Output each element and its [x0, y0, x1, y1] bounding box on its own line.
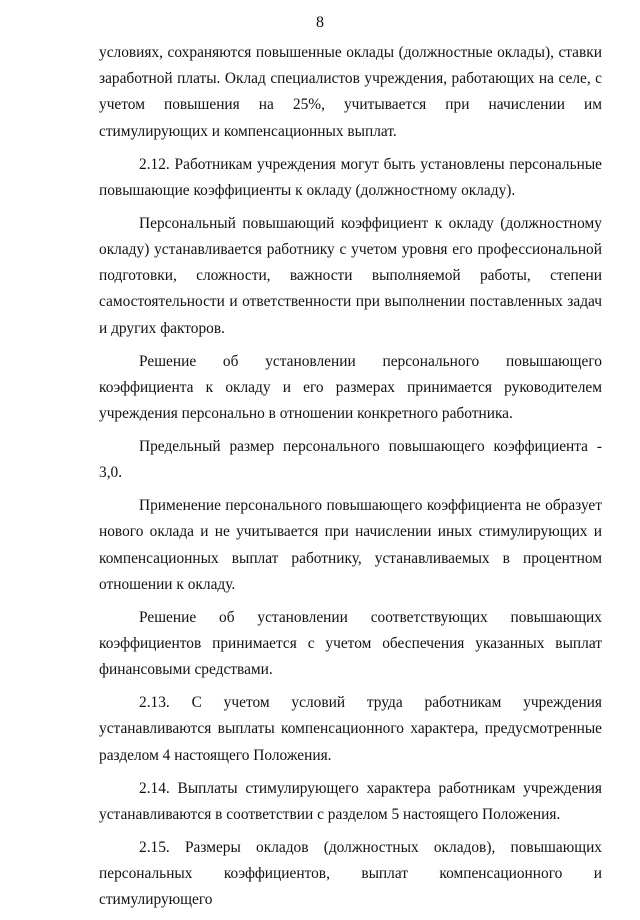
paragraph-continuation: условиях, сохраняются повышенные оклады (должностные оклады), ставки заработной платы. Оклад специалистов учреждения, работающих на селе, с учетом повышения на 25%, учитывается при начислении им стимулирующих и компенсационных выплат. — [99, 44, 602, 140]
page-number: 8 — [316, 14, 324, 31]
paragraph-personal-coefficient: Персональный повышающий коэффициент к окладу (должностному окладу) устанавливается работнику с учетом уровня его профессиональной подготовки, сложности, важности выполняемой работы, степени самостоятельности и ответственности при выполнении поставленных задач и других факторов. — [99, 214, 602, 337]
paragraph-2-15: 2.15. Размеры окладов (должностных окладов), повышающих персональных коэффициентов, выплат компенсационного и стимулирующего — [99, 838, 602, 909]
paragraph-2-12: 2.12. Работникам учреждения могут быть установлены персональные повышающие коэффициенты к окладу (должностному окладу). — [99, 155, 602, 199]
paragraph-decision-funding: Решение об установлении соответствующих повышающих коэффициентов принимается с учетом обеспечения указанных выплат финансовыми средствами. — [99, 608, 602, 679]
paragraph-application-coefficient: Применение персонального повышающего коэффициента не образует нового оклада и не учитывается при начислении иных стимулирующих и компенсационных выплат работнику, устанавливаемых в процентном отношении к окладу. — [99, 497, 602, 593]
document-body — [99, 40, 602, 920]
paragraph-max-coefficient: Предельный размер персонального повышающего коэффициента - 3,0. — [99, 438, 602, 482]
paragraph-decision-coefficient: Решение об установлении персонального повышающего коэффициента к окладу и его размерах принимается руководителем учреждения персонально в отношении конкретного работника. — [99, 352, 602, 423]
paragraph-2-13: 2.13. С учетом условий труда работникам учреждения устанавливаются выплаты компенсационного характера, предусмотренные разделом 4 настоящего Положения. — [99, 694, 602, 764]
paragraph-2-14: 2.14. Выплаты стимулирующего характера работникам учреждения устанавливаются в соответствии с разделом 5 настоящего Положения. — [99, 779, 602, 823]
